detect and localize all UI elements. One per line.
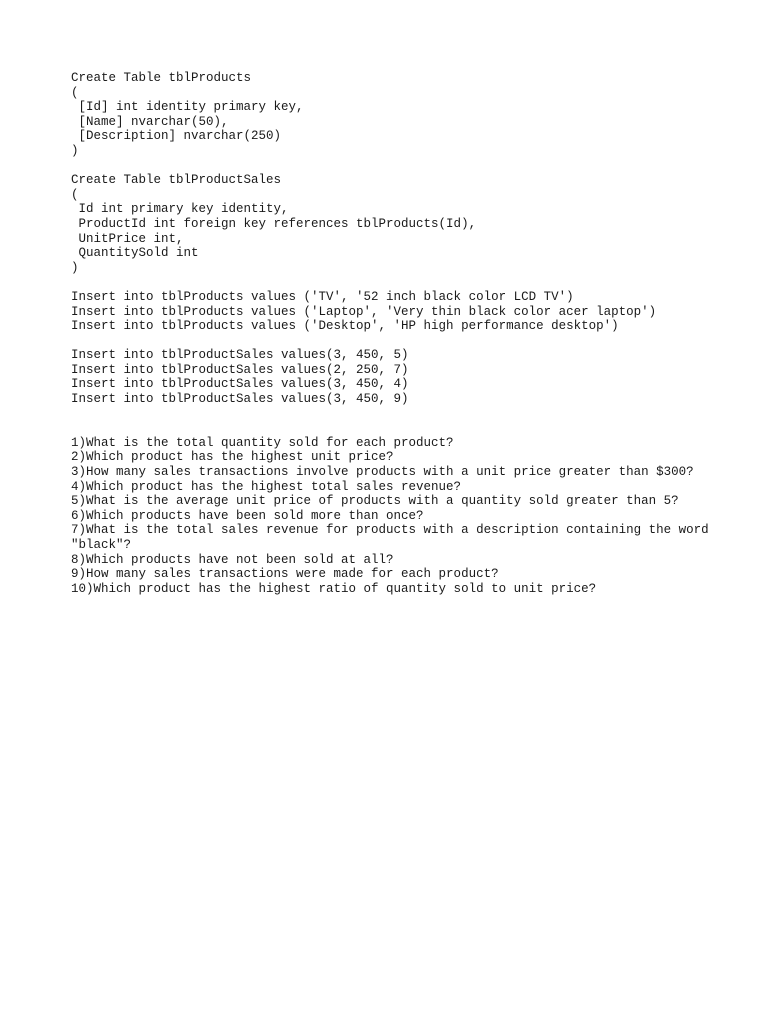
question-item: 3)How many sales transactions involve products with a unit price greater than $300?: [71, 465, 694, 480]
question-item: 5)What is the average unit price of products with a quantity sold greater than 5?: [71, 494, 679, 509]
code-line: ): [71, 260, 79, 275]
code-line: Insert into tblProducts values ('TV', '52 inch black color LCD TV'): [71, 289, 574, 304]
question-item: 6)Which products have been sold more than once?: [71, 508, 424, 523]
blank-lines: [71, 407, 711, 436]
code-line: (: [71, 187, 79, 202]
code-line: [Name] nvarchar(50),: [71, 114, 229, 129]
document-page: [71, 71, 717, 596]
question-item: 1)What is the total quantity sold for each product?: [71, 435, 454, 450]
code-line: Create Table tblProducts: [71, 71, 252, 85]
code-line: QuantitySold int: [71, 246, 199, 261]
code-line: (: [71, 85, 79, 100]
code-line: ProductId int foreign key references tblProducts(Id),: [71, 216, 477, 231]
code-line: UnitPrice int,: [71, 231, 184, 246]
create-sales-statement: [71, 173, 711, 275]
code-line: Insert into tblProducts values ('Laptop', 'Very thin black color acer laptop'): [71, 304, 657, 319]
question-item: 4)Which product has the highest total sales revenue?: [71, 479, 462, 494]
insert-products-statements: [71, 290, 711, 334]
question-item: 9)How many sales transactions were made for each product?: [71, 567, 499, 582]
question-item: 7)What is the total sales revenue for products with a description containing the word "black"?: [71, 523, 717, 552]
create-products-statement: [71, 71, 711, 159]
code-line: Insert into tblProductSales values(3, 450, 4): [71, 377, 409, 392]
insert-sales-statements: [71, 348, 711, 406]
question-item: 2)Which product has the highest unit price?: [71, 450, 394, 465]
code-line: Create Table tblProductSales: [71, 173, 282, 188]
code-line: Id int primary key identity,: [71, 202, 289, 217]
code-line: Insert into tblProductSales values(2, 250, 7): [71, 362, 409, 377]
question-item: 10)Which product has the highest ratio of quantity sold to unit price?: [71, 581, 597, 596]
blank-line: [71, 159, 711, 174]
code-line: [Id] int identity primary key,: [71, 100, 304, 115]
questions-list: [71, 435, 717, 597]
code-line: [Description] nvarchar(250): [71, 129, 282, 144]
code-line: ): [71, 143, 79, 158]
blank-line: [71, 275, 711, 290]
code-line: Insert into tblProducts values ('Desktop', 'HP high performance desktop'): [71, 319, 619, 334]
code-line: Insert into tblProductSales values(3, 450, 5): [71, 348, 409, 363]
code-line: Insert into tblProductSales values(3, 450, 9): [71, 392, 409, 407]
blank-line: [71, 334, 711, 349]
question-item: 8)Which products have not been sold at all?: [71, 552, 394, 567]
